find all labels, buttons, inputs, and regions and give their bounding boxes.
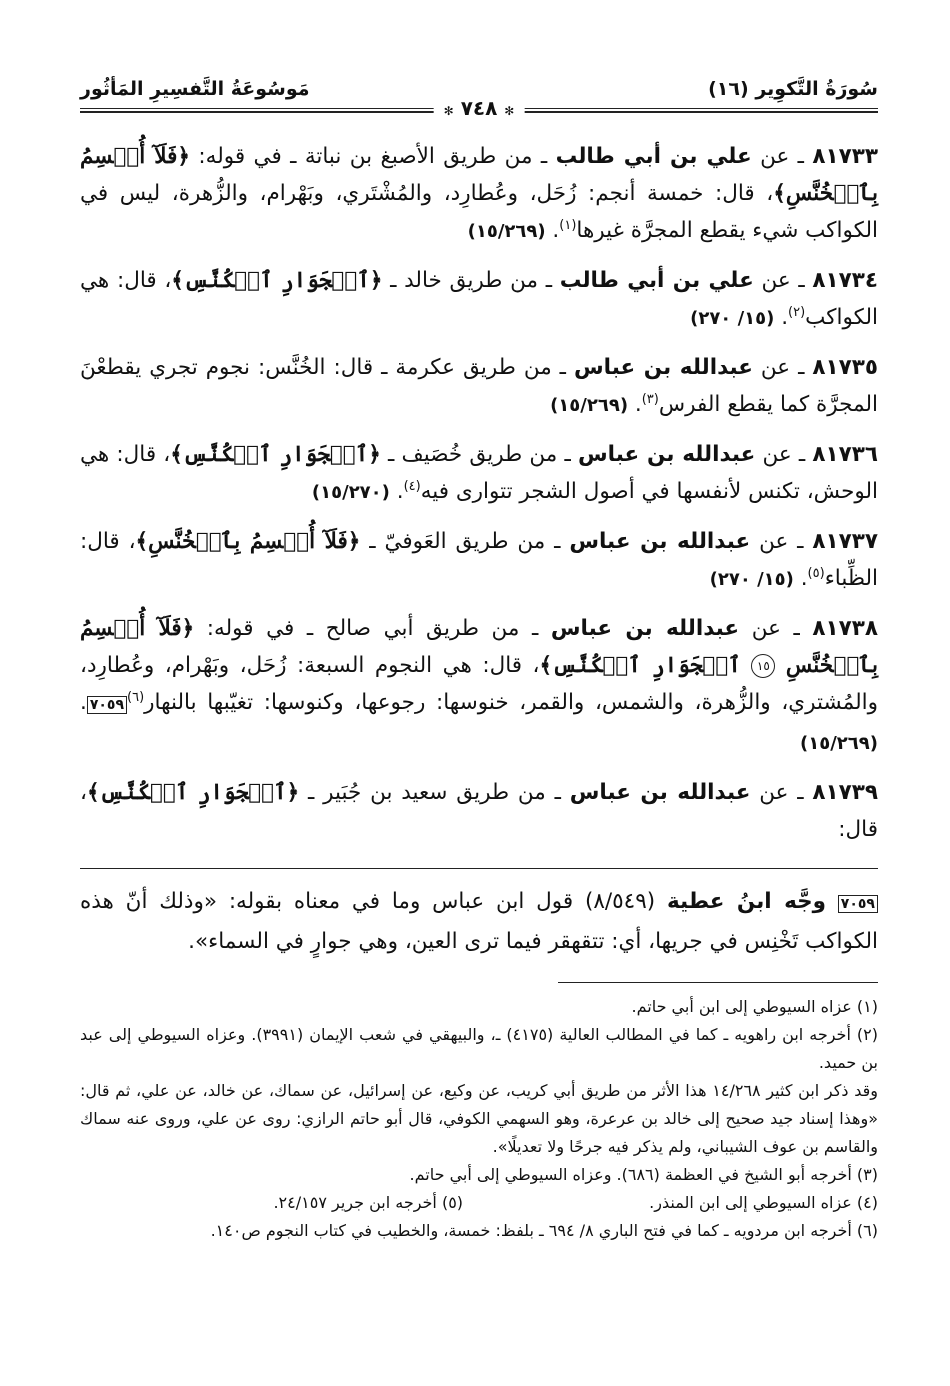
entry-text: . bbox=[545, 218, 560, 243]
entry-number: ٨١٧٣٦ bbox=[812, 442, 879, 467]
volume-reference: (١٥/٢٦٩) bbox=[550, 395, 629, 416]
ornament-icon: ✻ bbox=[504, 104, 515, 118]
volume-reference: (١٥/٢٧٠) bbox=[311, 482, 390, 503]
entry-number: ٨١٧٣٧ bbox=[812, 529, 878, 554]
narrator: عبدالله بن عباس bbox=[573, 355, 753, 380]
entry-text: ـ من طريق خُصَيف ـ bbox=[380, 442, 578, 467]
quran-quote: ﴿ٱلۡجَوَارِ ٱلۡكُنَّسِ﴾ bbox=[171, 268, 383, 293]
entry-text: ، قال: هي الكواكب bbox=[80, 268, 878, 330]
narration-entry bbox=[80, 349, 878, 424]
footnote-marker[interactable]: (٣) bbox=[641, 391, 659, 407]
quran-quote: ﴿فَلَآ أُقۡسِمُ بِٱلۡخُنَّسِ﴾ bbox=[80, 144, 878, 206]
footnote-marker[interactable]: (٤) bbox=[403, 478, 421, 494]
narration-entry bbox=[80, 610, 878, 762]
footnote-marker[interactable]: (٦) bbox=[127, 689, 145, 705]
entry-text: ـ من طريق خالد ـ bbox=[382, 268, 560, 293]
entry-number: ٨١٧٣٩ bbox=[812, 780, 878, 805]
surah-name: سُورَةُ التَّكوِير bbox=[755, 78, 878, 100]
entry-number: ٨١٧٣٨ bbox=[812, 616, 878, 641]
commentary-link-box[interactable]: ٧٠٥٩ bbox=[87, 696, 127, 714]
narration-entry bbox=[80, 774, 878, 848]
footnote-continuation: وقد ذكر ابن كثير ١٤/٢٦٨ هذا الأثر من طريق أبي كريب، عن وكيع، عن إسرائيل، عن سماك، عن خالد، عن علي، ثم قال: «وهذا إسناد جيد صحيح إلى خالد بن عرعرة، وهو السهمي الكوفي، قال أبو حاتم الرازي: روى عن علي، وروى عنه سماك والقاسم بن عوف الشيباني، ولم يذكر فيه جرحًا ولا تعديلًا». bbox=[80, 1081, 878, 1156]
entry-text: . bbox=[774, 305, 789, 330]
surah-title bbox=[708, 78, 878, 100]
page-number-value: ٧٤٨ bbox=[460, 96, 498, 120]
entry-number: ٨١٧٣٥ bbox=[812, 355, 878, 380]
page-number bbox=[434, 96, 525, 120]
entry-text: . bbox=[80, 690, 87, 715]
footnote: (٦) أخرجه ابن مردويه ـ كما في فتح الباري ٨/ ٦٩٤ ـ بلفظ: خمسة، والخطيب في كتاب النجوم ص١٤٠. bbox=[210, 1221, 878, 1240]
entry-text: ـ من طريق سعيد بن جُبَير ـ bbox=[299, 780, 570, 805]
quran-quote: ﴿ٱلۡجَوَارِ ٱلۡكُنَّسِ﴾ bbox=[170, 442, 381, 467]
entry-text: ـ من طريق الأصبغ بن نباتة ـ في قوله: bbox=[190, 144, 556, 169]
entry-text: . bbox=[389, 479, 404, 504]
volume-reference: (١٥/ ٢٧٠) bbox=[690, 308, 775, 329]
commentary-title: وجَّه ابنُ عطية bbox=[666, 889, 826, 914]
surah-part: (١٦) bbox=[708, 78, 749, 100]
footnote: (١) عزاه السيوطي إلى ابن أبي حاتم. bbox=[631, 997, 878, 1016]
commentary-block bbox=[80, 883, 878, 960]
quran-quote: ﴿ٱلۡجَوَارِ ٱلۡكُنَّسِ﴾ bbox=[86, 780, 300, 805]
quran-quote: ٱلۡجَوَارِ ٱلۡكُنَّسِ﴾ bbox=[539, 653, 741, 678]
page bbox=[80, 60, 878, 1245]
entry-number: ٨١٧٣٣ bbox=[812, 144, 878, 169]
footnote: (٥) أخرجه ابن جرير ٢٤/١٥٧. bbox=[273, 1193, 464, 1212]
entry-text: ، قال: الظِّباء bbox=[80, 529, 878, 591]
entry-connector: ـ عن bbox=[750, 780, 813, 805]
book-title: مَوسُوعَةُ التَّفسِيرِ المَأثُور bbox=[80, 78, 310, 100]
quran-quote: ﴿فَلَآ أُقۡسِمُ بِٱلۡخُنَّسِ﴾ bbox=[135, 529, 361, 554]
narration-entry bbox=[80, 436, 878, 511]
entry-connector: ـ عن bbox=[752, 355, 813, 380]
volume-reference: (١٥/ ٢٧٠) bbox=[709, 569, 794, 590]
footnote: (٣) أخرجه أبو الشيخ في العظمة (٦٨٦). وعزاه السيوطي إلى أبي حاتم. bbox=[409, 1165, 878, 1184]
volume-reference: (١٥/٢٦٩) bbox=[467, 221, 546, 242]
entry-connector: ـ عن bbox=[755, 442, 813, 467]
footnote: (٤) عزاه السيوطي إلى ابن المنذر. bbox=[649, 1193, 878, 1212]
footnote-marker[interactable]: (٥) bbox=[807, 565, 825, 581]
entry-text: . bbox=[628, 392, 642, 417]
entry-connector: ـ عن bbox=[739, 616, 813, 641]
entry-text: . bbox=[793, 566, 808, 591]
commentary-separator bbox=[80, 868, 878, 869]
footnote: (٢) أخرجه ابن راهويه ـ كما في المطالب العالية (٤١٧٥) ـ، والبيهقي في شعب الإيمان (٣٩٩١). وعزاه السيوطي إلى عبد بن حميد. bbox=[80, 1025, 879, 1072]
footnote-row bbox=[80, 1189, 878, 1217]
narrator: علي بن أبي طالب bbox=[555, 144, 752, 169]
footnote-marker[interactable]: (٢) bbox=[788, 304, 806, 320]
narrator: عبدالله بن عباس bbox=[569, 529, 751, 554]
entry-text: ـ من طريق أبي صالح ـ في قوله: bbox=[194, 616, 551, 641]
footnote-rule bbox=[558, 982, 878, 983]
narration-entry bbox=[80, 262, 878, 337]
ayah-number-icon: ١٥ bbox=[751, 654, 775, 678]
quran-quote: ﴿فَلَآ أُقۡسِمُ بِٱلۡخُنَّسِ bbox=[80, 616, 878, 678]
narrator: عبدالله بن عباس bbox=[577, 442, 756, 467]
narrator: علي بن أبي طالب bbox=[559, 268, 754, 293]
running-header bbox=[80, 60, 878, 120]
commentary-text: (٨/٥٤٩) قول ابن عباس وما في معناه بقوله: «وذلك أنّ هذه الكواكب تَخْنِس في جريها، أي: تتقهقر فيما ترى العين، وهي جوارٍ في السماء». bbox=[80, 889, 878, 954]
entry-connector: ـ عن bbox=[753, 268, 813, 293]
narrations bbox=[80, 138, 878, 848]
narrator: عبدالله بن عباس bbox=[569, 780, 751, 805]
entry-text: ـ من طريق العَوفيّ ـ bbox=[360, 529, 570, 554]
entry-connector: ـ عن bbox=[750, 529, 813, 554]
entry-connector: ـ عن bbox=[751, 144, 813, 169]
volume-reference: (١٥/٢٦٩) bbox=[800, 733, 878, 754]
footnote-marker[interactable]: (١) bbox=[559, 217, 577, 233]
narration-entry bbox=[80, 523, 878, 598]
narrator: عبدالله بن عباس bbox=[550, 616, 740, 641]
ornament-icon: ✻ bbox=[443, 104, 454, 118]
entry-text: ، قال: هي النجوم السبعة: زُحَل، وبَهْرام، وعُطارِد، والمُشتري، والزُّهرة، والشمس، والقمر، خنوسها: رجوعها، وكنوسها: تغيّبها بالنهار bbox=[80, 653, 878, 715]
entry-text: ، قال: خمسة أنجم: زُحَل، وعُطارِد، والمُشْتَري، وبَهْرام، والزُّهرة، ليس في الكواكب شيء يقطع المجرَّة غيرها bbox=[80, 181, 878, 243]
entry-text: ، قال: هي الوحش، تكنس لأنفسها في أصول الشجر تتوارى فيه bbox=[80, 442, 878, 504]
footnotes bbox=[80, 993, 878, 1245]
commentary-number-box: ٧٠٥٩ bbox=[838, 895, 878, 913]
entry-text: ـ من طريق عكرمة ـ قال: الخُنَّس: نجوم تجري يقطعْنَ المجرَّة كما يقطع الفرس bbox=[80, 355, 878, 417]
entry-text: ، قال: bbox=[80, 780, 878, 842]
narration-entry bbox=[80, 138, 878, 250]
entry-number: ٨١٧٣٤ bbox=[812, 268, 878, 293]
